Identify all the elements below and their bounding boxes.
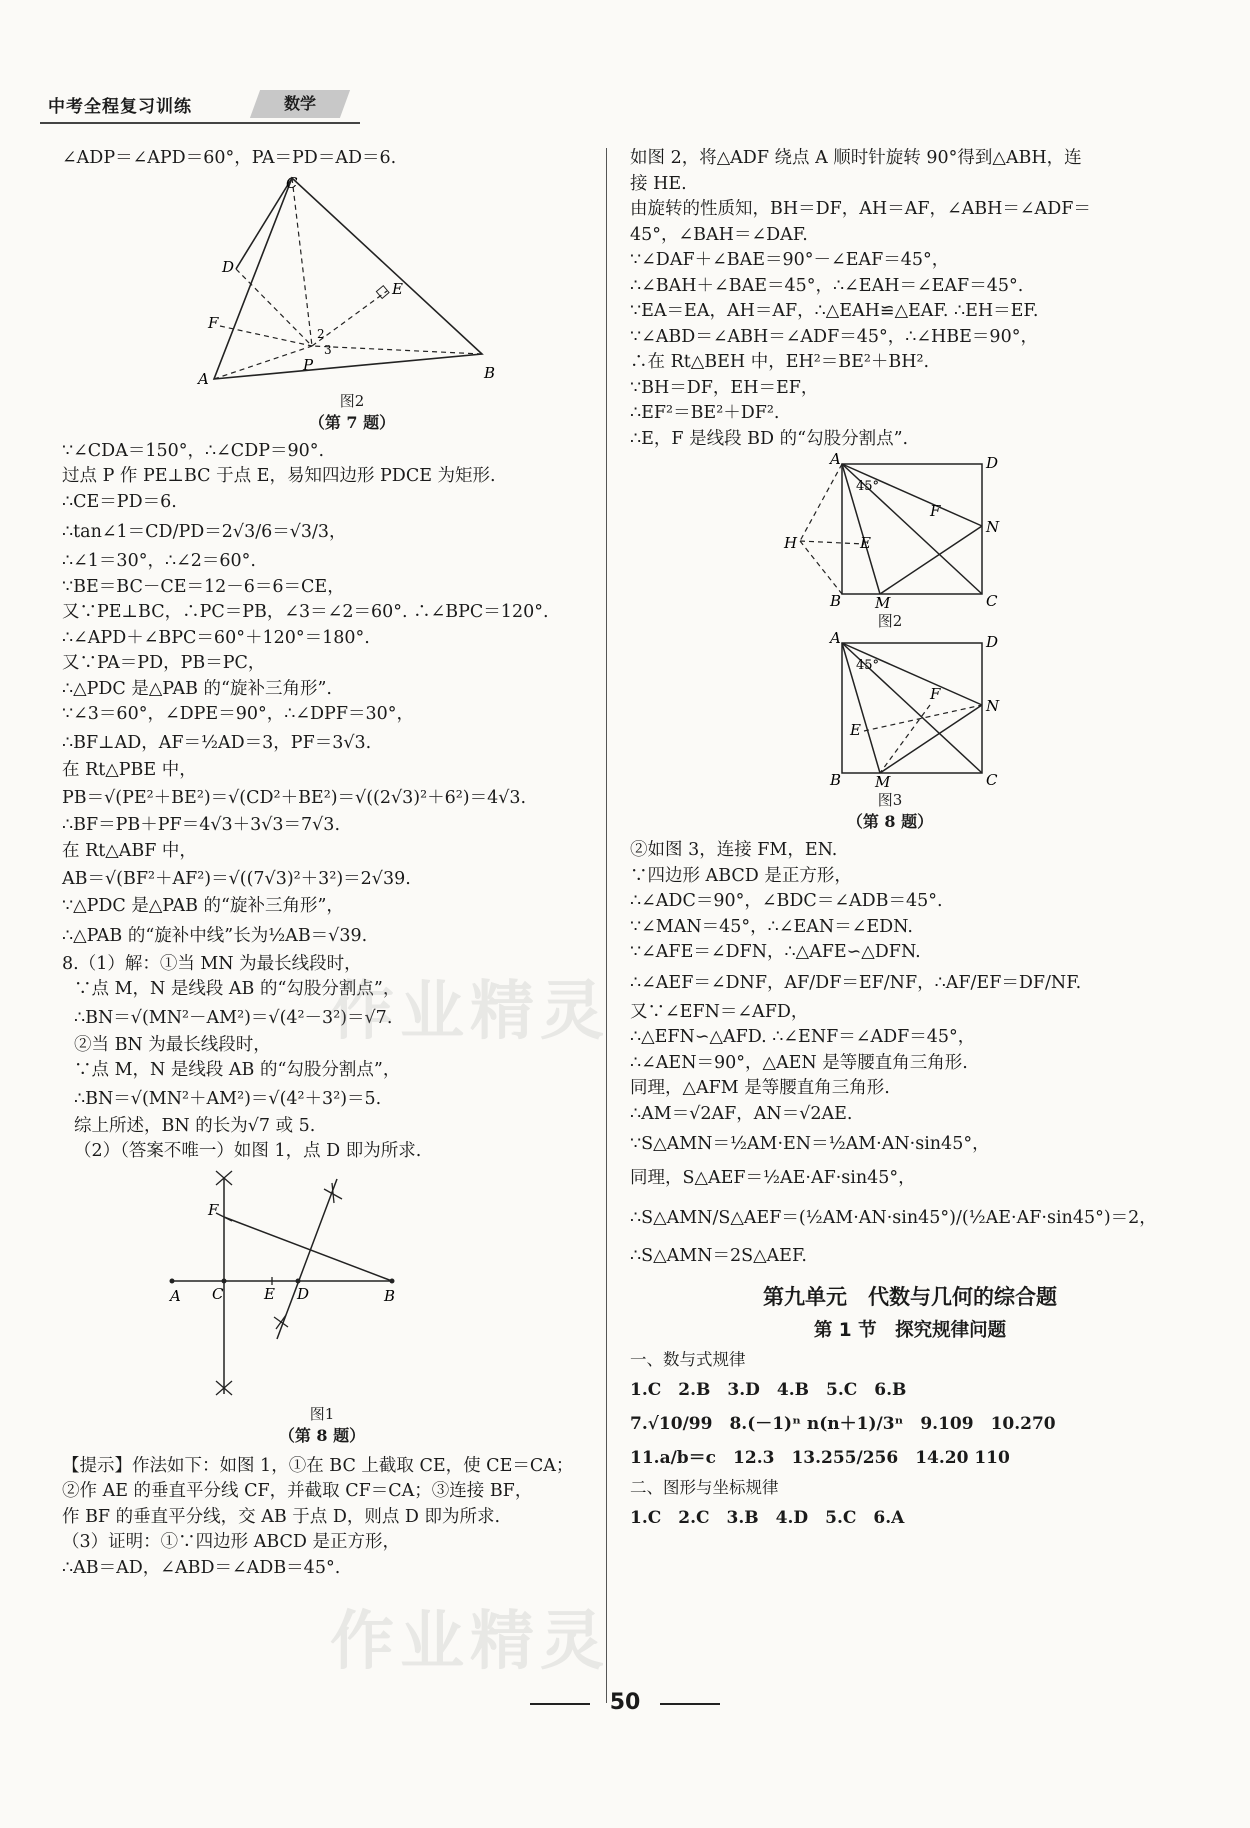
text-line: ∵△PDC 是△PAB 的“旋补三角形”， [62, 896, 344, 916]
text-line: AB＝√(BF²＋AF²)＝√((7√3)²＋3²)＝2√39. [62, 869, 411, 889]
text-line: ∵∠ABD＝∠ABH＝∠ADF＝45°，∴∠HBE＝90°， [630, 326, 1038, 347]
right-column [630, 146, 1190, 1535]
text-line: ∵∠3＝60°，∠DPE＝90°，∴∠DPF＝30°， [62, 704, 414, 724]
text-line: 由旋转的性质知，BH＝DF，AH＝AF，∠ABH＝∠ADF＝ [630, 199, 1091, 219]
text-line: ∴CE＝PD＝6. [62, 491, 177, 512]
svg-text:E: E [860, 534, 871, 552]
svg-text:A: A [198, 369, 209, 388]
construction-diagram [172, 1169, 472, 1399]
text-line: ∴S△AMN/S△AEF＝(½AM·AN·sin45°)/(½AE·AF·sin45°)＝2， [630, 1208, 1157, 1228]
svg-text:E: E [264, 1284, 275, 1303]
svg-text:D: D [986, 633, 999, 651]
figure-q8-fig2 [780, 450, 1000, 631]
text-line: ∴△PDC 是△PAB 的“旋补三角形”. [62, 678, 332, 699]
svg-text:P: P [303, 355, 314, 374]
text-line: 又∵∠EFN＝∠AFD， [630, 1001, 809, 1022]
text-line: ∴BF＝PB＋PF＝4√3＋3√3＝7√3. [62, 815, 341, 835]
svg-text:C: C [212, 1284, 224, 1303]
text-line: ∵四边形 ABCD 是正方形， [630, 865, 852, 886]
text-line: ∴AM＝√2AF，AN＝√2AE. [630, 1103, 853, 1124]
text-line: 同理，△AFM 是等腰直角三角形. [630, 1078, 890, 1098]
text-line: ②当 BN 为最长线段时， [74, 1034, 271, 1055]
label-A: A [170, 1286, 181, 1305]
text-line: ∵∠CDA＝150°，∴∠CDP＝90°. [62, 440, 325, 461]
text-line: ∵EA＝EA，AH＝AF，∴△EAH≌△EAF. ∴EH＝EF. [630, 301, 1039, 321]
answer-line: 7.√10/99 8.(－1)ⁿ n(n＋1)/3ⁿ 9.109 10.270 [630, 1414, 1056, 1434]
label-C: C [286, 173, 298, 192]
svg-text:F: F [208, 313, 219, 332]
text-line: ∵∠AFE＝∠DFN，∴△AFE∽△DFN. [630, 942, 921, 962]
svg-text:45°: 45° [856, 479, 880, 494]
figure-label: 图1 [309, 1404, 335, 1423]
square-diagram-2 [780, 450, 1000, 612]
svg-text:D: D [297, 1284, 310, 1303]
text-line: ∵∠DAF＋∠BAE＝90°－∠EAF＝45°， [630, 250, 950, 270]
page-number: 50 [609, 1690, 641, 1715]
text-line: ∵S△AMN＝½AM·EN＝½AM·AN·sin45°， [630, 1134, 990, 1154]
question-8-start: 8.（1）解：①当 MN 为最长线段时， [62, 953, 362, 974]
answer-line: 11.a/b＝c 12.3 13.255/256 14.20 110 [630, 1448, 1010, 1468]
watermark: 作业精灵 [330, 1605, 610, 1679]
svg-text:B: B [830, 592, 842, 610]
text-line: 在 Rt△ABF 中， [62, 840, 197, 861]
part1-title: 一、数与式规律 [630, 1350, 746, 1369]
svg-text:A: A [830, 450, 841, 468]
subject-tab: 数学 [250, 90, 350, 118]
left-column [62, 146, 592, 1581]
text-line: ∴在 Rt△BEH 中，EH²＝BE²＋BH². [630, 352, 930, 372]
text-line: （2）（答案不唯一）如图 1，点 D 即为所求. [74, 1141, 422, 1161]
answer-line: 1.C 2.C 3.B 4.D 5.C 6.A [630, 1508, 905, 1528]
text-line: ∵BH＝DF，EH＝EF， [630, 377, 819, 398]
text-line: ∠ADP＝∠APD＝60°，PA＝PD＝AD＝6. [62, 148, 397, 168]
header-rule [40, 122, 360, 124]
svg-text:D: D [222, 257, 235, 276]
svg-text:C: C [986, 771, 998, 789]
text-line: ∴∠ADC＝90°，∠BDC＝∠ADB＝45°. [630, 891, 943, 911]
svg-text:C: C [986, 592, 998, 610]
text-line: PB＝√(PE²＋BE²)＝√(CD²＋BE²)＝√((2√3)²＋6²)＝4√3. [62, 788, 527, 808]
svg-text:F: F [208, 1200, 219, 1219]
text-line: 作 BF 的垂直平分线，交 AB 于点 D，则点 D 即为所求. [62, 1506, 501, 1527]
svg-text:A: A [830, 629, 841, 647]
text-line: ∴△EFN∽△AFD. ∴∠ENF＝∠ADF＝45°， [630, 1027, 976, 1047]
part2-title: 二、图形与坐标规律 [630, 1478, 779, 1497]
text-line: ∵点 M，N 是线段 AB 的“勾股分割点”， [74, 1060, 401, 1080]
figure-caption: （第 7 题） [308, 412, 396, 432]
svg-text:D: D [986, 454, 999, 472]
svg-text:3: 3 [324, 342, 332, 357]
text-line: ∵BE＝BC－CE＝12－6＝6＝CE， [62, 576, 345, 597]
text-line: 过点 P 作 PE⊥BC 于点 E，易知四边形 PDCE 为矩形. [62, 466, 496, 486]
section-title: 第 1 节 探究规律问题 [813, 1320, 1007, 1341]
svg-text:E: E [392, 279, 403, 298]
text-line: ∴∠AEN＝90°，△AEN 是等腰直角三角形. [630, 1052, 968, 1073]
page-ornament-right [660, 1703, 720, 1705]
figure-q7-fig2 [152, 173, 552, 435]
text-line: ∴EF²＝BE²＋DF². [630, 403, 780, 423]
text-line: 同理，S△AEF＝½AE·AF·sin45°， [630, 1168, 916, 1188]
svg-text:E: E [850, 721, 861, 739]
text-line: ∴tan∠1＝CD/PD＝2√3/6＝√3/3， [62, 522, 347, 542]
text-line: ②作 AE 的垂直平分线 CF，并截取 CF＝CA；③连接 BF， [62, 1481, 533, 1501]
watermark: 作业精灵 [330, 975, 610, 1049]
text-line: ∴BN＝√(MN²＋AM²)＝√(4²＋3²)＝5. [74, 1088, 382, 1109]
figure-q8-fig3 [780, 629, 1000, 834]
svg-text:B: B [830, 771, 842, 789]
square-diagram-3 [780, 629, 1000, 791]
svg-text:M: M [875, 594, 891, 612]
text-line: ∴AB＝AD，∠ABD＝∠ADB＝45°. [62, 1557, 341, 1578]
unit-title: 第九单元 代数与几何的综合题 [763, 1285, 1057, 1309]
geometry-diagram [152, 173, 552, 388]
text-line: ②如图 3，连接 FM，EN. [630, 840, 838, 860]
svg-text:F: F [930, 502, 941, 520]
text-line: 【提示】作法如下：如图 1，①在 BC 上截取 CE，使 CE＝CA； [62, 1455, 574, 1476]
figure-label: 图2 [339, 391, 365, 410]
answer-line: 1.C 2.B 3.D 4.B 5.C 6.B [630, 1380, 907, 1400]
text-line: ∴∠APD＋∠BPC＝60°＋120°＝180°. [62, 627, 370, 648]
svg-text:N: N [986, 697, 1000, 715]
text-line: 在 Rt△PBE 中， [62, 759, 197, 780]
text-line: ∵点 M，N 是线段 AB 的“勾股分割点”， [74, 979, 401, 999]
figure-q8-fig1 [172, 1169, 472, 1448]
svg-text:M: M [875, 773, 891, 791]
svg-text:2: 2 [317, 326, 325, 341]
svg-text:H: H [784, 534, 798, 552]
text-line: ∴∠AEF＝∠DNF，AF/DF＝EF/NF，∴AF/EF＝DF/NF. [630, 972, 1082, 993]
text-line: 接 HE. [630, 173, 687, 194]
figure-label: 图3 [877, 791, 903, 809]
figure-caption: （第 8 题） [846, 812, 934, 831]
column-divider [606, 148, 607, 1703]
text-line: 又∵PE⊥BC，∴PC＝PB，∠3＝∠2＝60°. ∴∠BPC＝120°. [62, 602, 549, 622]
text-line: ∵∠MAN＝45°，∴∠EAN＝∠EDN. [630, 916, 913, 937]
text-line: ∴∠1＝30°，∴∠2＝60°. [62, 551, 256, 571]
text-line: 45°，∠BAH＝∠DAF. [630, 224, 808, 245]
running-header [40, 88, 355, 122]
hint-block [62, 1454, 592, 1582]
text-line: 如图 2，将△ADF 绕点 A 顺时针旋转 90°得到△ABH，连 [630, 148, 1082, 168]
text-line: ∴E，F 是线段 BD 的“勾股分割点”. [630, 428, 909, 449]
svg-text:F: F [930, 685, 941, 703]
solution-q7-continued [62, 439, 592, 1165]
svg-text:N: N [986, 518, 1000, 536]
figure-caption: （第 8 题） [278, 1425, 366, 1445]
figure-label: 图2 [877, 612, 903, 630]
text-line: （3）证明：①∵四边形 ABCD 是正方形， [62, 1532, 401, 1552]
text-line: 综上所述，BN 的长为√7 或 5. [74, 1115, 316, 1136]
text-line: ∴S△AMN＝2S△AEF. [630, 1246, 807, 1266]
text-line: ∴△PAB 的“旋补中线”长为½AB＝√39. [62, 925, 368, 946]
book-title: 中考全程复习训练 [48, 97, 192, 117]
text-line: ∴BF⊥AD，AF＝½AD＝3，PF＝3√3. [62, 732, 372, 753]
text-line: 又∵PA＝PD，PB＝PC， [62, 653, 266, 673]
text-line: ∴∠BAH＋∠BAE＝45°，∴∠EAH＝∠EAF＝45°. [630, 275, 1024, 296]
svg-text:B: B [384, 1286, 396, 1305]
svg-text:45°: 45° [856, 658, 880, 673]
solution-q8-part2 [630, 838, 1190, 1271]
svg-text:B: B [484, 363, 496, 382]
text-line: ∴BN＝√(MN²－AM²)＝√(4²－3²)＝√7. [74, 1007, 393, 1028]
